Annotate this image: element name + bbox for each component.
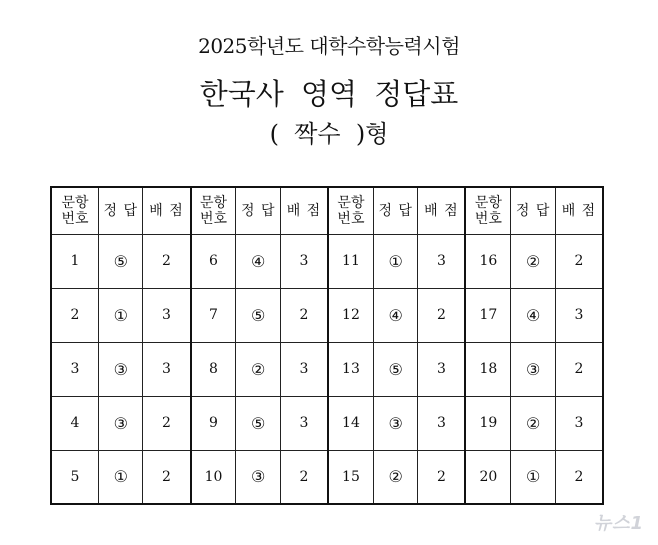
question-number-cell: 19 [465,396,510,450]
answer-cell: ① [373,234,417,288]
answer-cell: ② [511,396,555,450]
answer-cell: ③ [373,396,417,450]
table-header-row [51,187,603,234]
table-body [51,234,603,504]
header-question-number: 문항 번호 [465,187,510,234]
answer-table [50,186,604,505]
question-number-cell: 5 [51,450,99,504]
header-score: 배 점 [555,187,603,234]
header-question-number: 문항 번호 [191,187,236,234]
question-number-cell: 17 [465,288,510,342]
score-cell: 2 [143,396,191,450]
score-cell: 2 [143,234,191,288]
score-cell: 2 [555,342,603,396]
header-score: 배 점 [418,187,466,234]
score-cell: 2 [418,450,466,504]
question-number-cell: 3 [51,342,99,396]
answer-cell: ③ [99,396,143,450]
answer-cell: ③ [99,342,143,396]
answer-cell: ⑤ [236,288,280,342]
question-number-cell: 2 [51,288,99,342]
question-number-cell: 12 [328,288,373,342]
answer-cell: ④ [236,234,280,288]
question-number-cell: 18 [465,342,510,396]
answer-cell: ② [236,342,280,396]
table-row [51,288,603,342]
question-number-cell: 14 [328,396,373,450]
score-cell: 2 [280,288,328,342]
answer-cell: ① [99,450,143,504]
header-question-number: 문항 번호 [51,187,99,234]
question-number-cell: 16 [465,234,510,288]
question-number-cell: 7 [191,288,236,342]
header-answer: 정 답 [236,187,280,234]
answer-cell: ① [511,450,555,504]
answer-cell: ① [99,288,143,342]
header-question-number: 문항 번호 [328,187,373,234]
question-number-cell: 9 [191,396,236,450]
header-answer: 정 답 [99,187,143,234]
answer-cell: ⑤ [99,234,143,288]
header-score: 배 점 [143,187,191,234]
score-cell: 2 [143,450,191,504]
question-number-cell: 10 [191,450,236,504]
score-cell: 3 [143,288,191,342]
answer-cell: ④ [511,288,555,342]
version-close: )형 [355,120,389,148]
table-row [51,342,603,396]
answer-cell: ② [511,234,555,288]
answer-cell: ③ [511,342,555,396]
header-answer: 정 답 [511,187,555,234]
score-cell: 3 [280,234,328,288]
table-row [51,396,603,450]
answer-cell: ② [373,450,417,504]
score-cell: 3 [280,396,328,450]
score-cell: 2 [555,234,603,288]
answer-sheet-title: 한국사 영역 정답표 [199,77,459,111]
header-score: 배 점 [280,187,328,234]
answer-cell: ⑤ [236,396,280,450]
score-cell: 3 [418,396,466,450]
question-number-cell: 11 [328,234,373,288]
exam-title: 2025학년도 대학수학능력시험 [198,34,460,58]
question-number-cell: 6 [191,234,236,288]
score-cell: 3 [418,342,466,396]
question-number-cell: 4 [51,396,99,450]
version-type: 짝수 [294,120,341,148]
news-agency-watermark: 뉴스1 [593,513,644,534]
answer-cell: ③ [236,450,280,504]
score-cell: 2 [555,450,603,504]
score-cell: 3 [555,396,603,450]
answer-cell: ④ [373,288,417,342]
score-cell: 3 [143,342,191,396]
score-cell: 2 [418,288,466,342]
table-row [51,450,603,504]
question-number-cell: 13 [328,342,373,396]
question-number-cell: 8 [191,342,236,396]
score-cell: 2 [280,450,328,504]
score-cell: 3 [280,342,328,396]
table-row [51,234,603,288]
question-number-cell: 20 [465,450,510,504]
score-cell: 3 [418,234,466,288]
header-answer: 정 답 [373,187,417,234]
exam-version-line [0,114,658,149]
question-number-cell: 1 [51,234,99,288]
version-open-paren: ( [269,120,279,148]
question-number-cell: 15 [328,450,373,504]
score-cell: 3 [555,288,603,342]
answer-cell: ⑤ [373,342,417,396]
